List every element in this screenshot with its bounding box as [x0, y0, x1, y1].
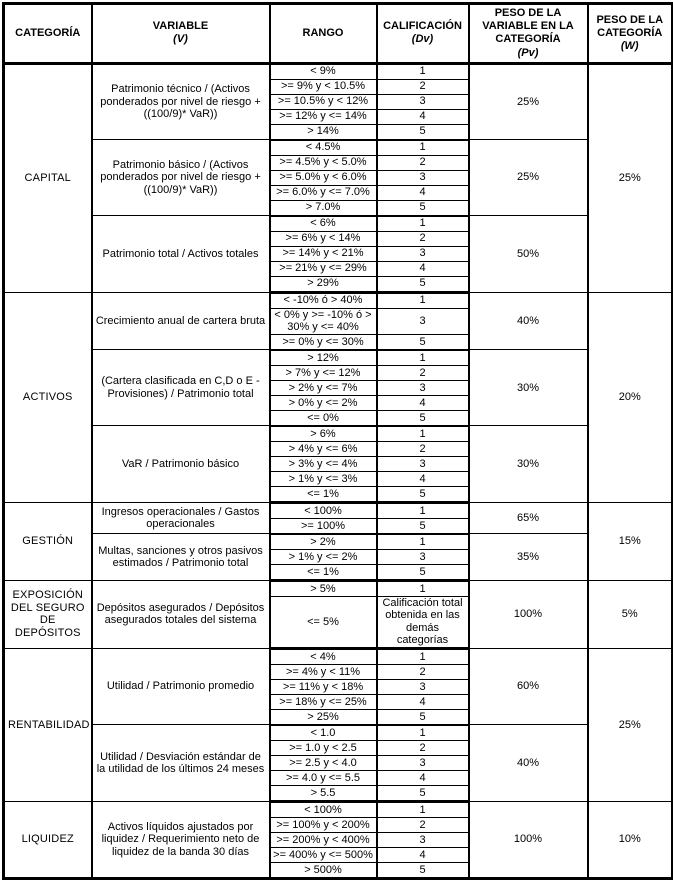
score-cell: 5 — [377, 200, 469, 216]
table-row — [4, 216, 673, 232]
score-cell: 4 — [377, 694, 469, 709]
range-cell: < 9% — [270, 63, 377, 79]
range-cell: >= 18% y <= 25% — [270, 694, 377, 709]
range-cell: >= 6.0% y <= 7.0% — [270, 185, 377, 200]
range-cell: <= 5% — [270, 596, 377, 648]
category-weight-cell: 25% — [588, 63, 673, 292]
table-row — [4, 648, 673, 664]
table-row — [4, 63, 673, 79]
score-cell: 2 — [377, 664, 469, 679]
range-cell: > 5.5 — [270, 785, 377, 801]
score-cell: 5 — [377, 709, 469, 725]
range-cell: < 6% — [270, 216, 377, 232]
variable-weight-cell: 65% — [469, 502, 588, 534]
score-cell: 3 — [377, 679, 469, 694]
table-header — [4, 4, 673, 64]
variable-cell: Utilidad / Patrimonio promedio — [92, 648, 270, 725]
score-cell: 3 — [377, 308, 469, 334]
range-cell: > 1% y <= 2% — [270, 549, 377, 564]
category-cell: LIQUIDEZ — [4, 801, 92, 878]
variable-weight-cell: 60% — [469, 648, 588, 725]
score-cell: 4 — [377, 395, 469, 410]
range-cell: >= 4.0 y <= 5.5 — [270, 770, 377, 785]
range-cell: >= 100% y < 200% — [270, 817, 377, 832]
header-sub-label: (Pv) — [517, 46, 539, 59]
variable-weight-cell: 40% — [469, 725, 588, 802]
range-cell: > 5% — [270, 580, 377, 596]
header-label: VARIABLE — [152, 20, 209, 33]
range-cell: >= 5.0% y < 6.0% — [270, 170, 377, 185]
score-cell: 1 — [377, 63, 469, 79]
range-cell: > 2% — [270, 534, 377, 550]
range-cell: >= 200% y < 400% — [270, 832, 377, 847]
variable-cell: VaR / Patrimonio básico — [92, 426, 270, 503]
range-cell: > 500% — [270, 862, 377, 878]
score-cell: 5 — [377, 124, 469, 140]
range-cell: <= 1% — [270, 486, 377, 502]
category-weight-cell: 5% — [588, 580, 673, 648]
score-cell: 4 — [377, 471, 469, 486]
variable-weight-cell: 30% — [469, 426, 588, 503]
header-label: CATEGORÍA — [15, 26, 81, 39]
score-cell: 1 — [377, 648, 469, 664]
variable-cell: Activos líquidos ajustados por liquidez / Requerimiento neto de liquidez de la banda 30 días — [92, 801, 270, 878]
range-cell: > 2% y <= 7% — [270, 380, 377, 395]
score-cell: 5 — [377, 564, 469, 580]
variable-weight-cell: 35% — [469, 534, 588, 581]
category-cell: ACTIVOS — [4, 292, 92, 502]
range-cell: >= 12% y <= 14% — [270, 109, 377, 124]
category-weight-cell: 20% — [588, 292, 673, 502]
variable-cell: Depósitos asegurados / Depósitos asegurados totales del sistema — [92, 580, 270, 648]
score-cell: 2 — [377, 231, 469, 246]
header-categoria — [4, 4, 92, 64]
score-cell: 5 — [377, 785, 469, 801]
score-cell: 3 — [377, 246, 469, 261]
variable-weight-cell: 100% — [469, 580, 588, 648]
score-cell: 1 — [377, 350, 469, 366]
table-row — [4, 725, 673, 741]
range-cell: >= 11% y < 18% — [270, 679, 377, 694]
range-cell: >= 400% y <= 500% — [270, 847, 377, 862]
header-label: PESO DE LA CATEGORÍA — [596, 13, 664, 39]
range-cell: >= 4% y < 11% — [270, 664, 377, 679]
header-peso-variable — [469, 4, 588, 64]
score-cell: 2 — [377, 155, 469, 170]
range-cell: >= 6% y < 14% — [270, 231, 377, 246]
range-cell: >= 14% y < 21% — [270, 246, 377, 261]
range-cell: < -10% ó > 40% — [270, 292, 377, 308]
variable-cell: Multas, sanciones y otros pasivos estimados / Patrimonio total — [92, 534, 270, 581]
range-cell: < 4.5% — [270, 140, 377, 156]
score-cell: 3 — [377, 456, 469, 471]
header-label: CALIFICACIÓN — [383, 20, 462, 33]
score-cell: 2 — [377, 365, 469, 380]
table-row — [4, 801, 673, 817]
table-row — [4, 502, 673, 518]
range-cell: > 12% — [270, 350, 377, 366]
range-cell: < 100% — [270, 801, 377, 817]
range-cell: >= 10.5% y < 12% — [270, 94, 377, 109]
range-cell: >= 100% — [270, 518, 377, 534]
range-cell: > 6% — [270, 426, 377, 442]
variable-weight-cell: 30% — [469, 350, 588, 426]
score-cell: 1 — [377, 216, 469, 232]
category-cell: EXPOSICIÓN DEL SEGURO DE DEPÓSITOS — [4, 580, 92, 648]
score-cell: 5 — [377, 486, 469, 502]
score-cell: 3 — [377, 832, 469, 847]
score-cell: 1 — [377, 502, 469, 518]
category-cell: GESTIÓN — [4, 502, 92, 580]
header-peso-categoria — [588, 4, 673, 64]
score-cell: 2 — [377, 740, 469, 755]
range-cell: > 29% — [270, 276, 377, 292]
table-row — [4, 350, 673, 366]
variable-weight-cell: 25% — [469, 140, 588, 216]
score-cell: 1 — [377, 292, 469, 308]
variable-cell: Patrimonio básico / (Activos ponderados por nivel de riesgo + ((100/9)* VaR)) — [92, 140, 270, 216]
header-sub-label: (V) — [173, 33, 188, 46]
category-weight-cell: 10% — [588, 801, 673, 878]
score-cell: 2 — [377, 441, 469, 456]
table-body — [4, 63, 673, 878]
range-cell: >= 9% y < 10.5% — [270, 79, 377, 94]
table-row — [4, 580, 673, 596]
category-weight-cell: 25% — [588, 648, 673, 801]
score-cell: 3 — [377, 170, 469, 185]
variable-cell: Crecimiento anual de cartera bruta — [92, 292, 270, 350]
range-cell: > 7% y <= 12% — [270, 365, 377, 380]
score-cell: 4 — [377, 847, 469, 862]
score-cell: Calificación total obtenida en las demás categorías — [377, 596, 469, 648]
scoring-table — [2, 2, 673, 880]
score-cell: 5 — [377, 518, 469, 534]
range-cell: < 1.0 — [270, 725, 377, 741]
range-cell: <= 0% — [270, 410, 377, 426]
range-cell: >= 0% y <= 30% — [270, 334, 377, 350]
range-cell: < 100% — [270, 502, 377, 518]
score-cell: 4 — [377, 185, 469, 200]
variable-cell: Ingresos operacionales / Gastos operacionales — [92, 502, 270, 534]
score-cell: 1 — [377, 725, 469, 741]
header-sub-label: (W) — [620, 39, 639, 52]
score-cell: 1 — [377, 426, 469, 442]
table-row — [4, 534, 673, 550]
score-cell: 5 — [377, 334, 469, 350]
range-cell: >= 4.5% y < 5.0% — [270, 155, 377, 170]
category-weight-cell: 15% — [588, 502, 673, 580]
range-cell: > 4% y <= 6% — [270, 441, 377, 456]
score-cell: 2 — [377, 79, 469, 94]
range-cell: < 4% — [270, 648, 377, 664]
variable-cell: Patrimonio técnico / (Activos ponderados por nivel de riesgo + ((100/9)* VaR)) — [92, 63, 270, 140]
score-cell: 4 — [377, 770, 469, 785]
range-cell: >= 2.5 y < 4.0 — [270, 755, 377, 770]
header-label: PESO DE LA VARIABLE EN LA CATEGORÍA — [482, 7, 574, 46]
score-cell: 1 — [377, 534, 469, 550]
range-cell: > 25% — [270, 709, 377, 725]
score-cell: 3 — [377, 549, 469, 564]
variable-cell: (Cartera clasificada en C,D o E - Provisiones) / Patrimonio total — [92, 350, 270, 426]
score-cell: 2 — [377, 817, 469, 832]
variable-weight-cell: 25% — [469, 63, 588, 140]
score-cell: 1 — [377, 580, 469, 596]
range-cell: < 0% y >= -10% ó > 30% y <= 40% — [270, 308, 377, 334]
range-cell: > 3% y <= 4% — [270, 456, 377, 471]
score-cell: 1 — [377, 140, 469, 156]
range-cell: > 0% y <= 2% — [270, 395, 377, 410]
category-cell: RENTABILIDAD — [4, 648, 92, 801]
score-cell: 4 — [377, 261, 469, 276]
header-calificacion — [377, 4, 469, 64]
range-cell: <= 1% — [270, 564, 377, 580]
score-cell: 3 — [377, 755, 469, 770]
header-rango — [270, 4, 377, 64]
category-cell: CAPITAL — [4, 63, 92, 292]
score-cell: 1 — [377, 801, 469, 817]
variable-cell: Patrimonio total / Activos totales — [92, 216, 270, 293]
score-cell: 3 — [377, 380, 469, 395]
variable-weight-cell: 50% — [469, 216, 588, 293]
header-sub-label: (Dv) — [411, 33, 434, 46]
score-cell: 5 — [377, 410, 469, 426]
header-label: RANGO — [302, 26, 344, 39]
range-cell: > 1% y <= 3% — [270, 471, 377, 486]
header-row — [4, 4, 673, 64]
table-row — [4, 292, 673, 308]
variable-weight-cell: 40% — [469, 292, 588, 350]
score-cell: 4 — [377, 109, 469, 124]
range-cell: >= 1.0 y < 2.5 — [270, 740, 377, 755]
variable-weight-cell: 100% — [469, 801, 588, 878]
table-row — [4, 140, 673, 156]
score-cell: 3 — [377, 94, 469, 109]
range-cell: >= 21% y <= 29% — [270, 261, 377, 276]
score-cell: 5 — [377, 862, 469, 878]
header-variable — [92, 4, 270, 64]
range-cell: > 14% — [270, 124, 377, 140]
score-cell: 5 — [377, 276, 469, 292]
variable-cell: Utilidad / Desviación estándar de la utilidad de los últimos 24 meses — [92, 725, 270, 802]
range-cell: > 7.0% — [270, 200, 377, 216]
table-row — [4, 426, 673, 442]
